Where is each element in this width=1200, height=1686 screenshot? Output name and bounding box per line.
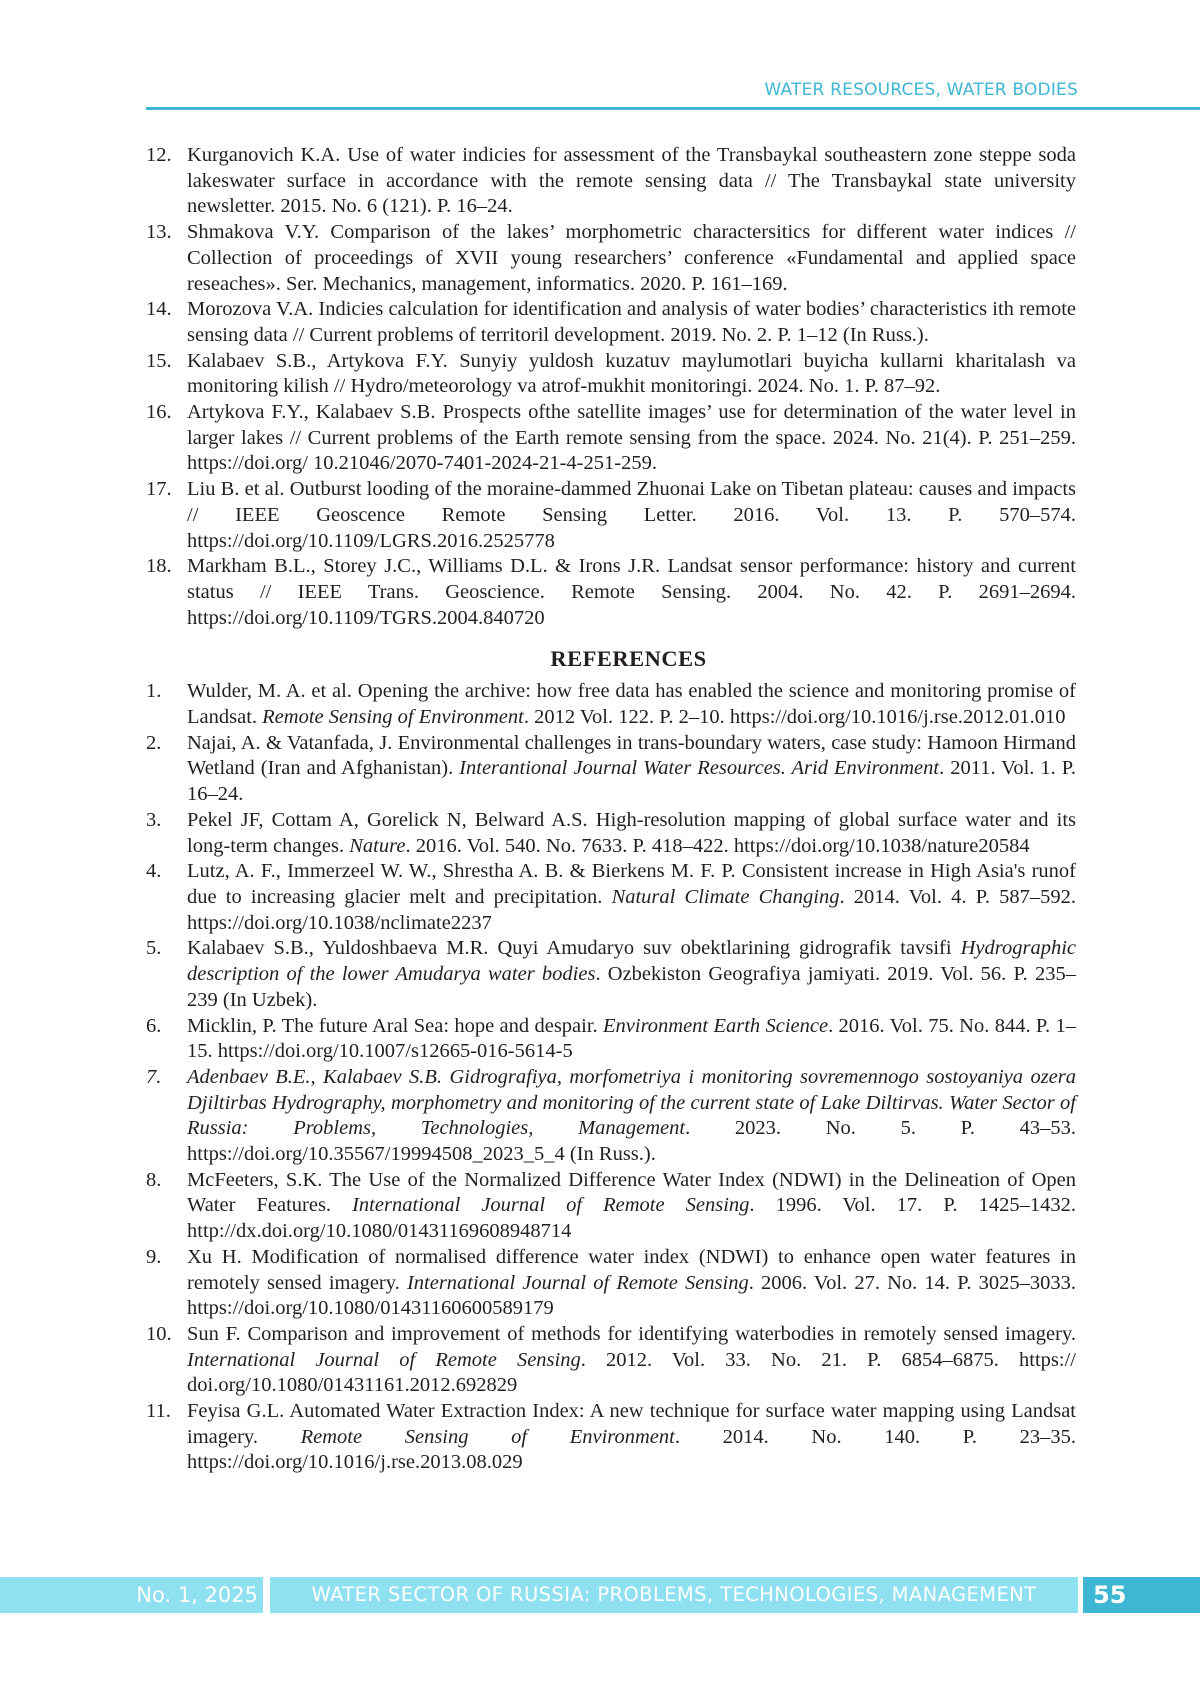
reference-authors-title: Pekel JF, Cottam A, Gorelick N, Belward A.S. High-resolution mapping of global surface water and its long-term changes. — [187, 808, 1076, 857]
reference-journal: Remote Sensing of Environment — [262, 706, 524, 729]
reference-text — [187, 731, 1076, 808]
header-rule — [146, 107, 1200, 110]
reference-number: 9. — [146, 1245, 162, 1268]
reference-text — [187, 1245, 1076, 1322]
reference-text — [187, 1014, 1076, 1065]
reference-details: . 2014. Vol. 4. P. 587–592. https://doi.org/10.1038/nclimate2237 — [187, 885, 1077, 934]
reference-details: . 2012 Vol. 122. P. 2–10. https://doi.org/10.1016/j.rse.2012.01.010 — [523, 706, 1066, 729]
reference-journal: Nature — [349, 834, 406, 857]
reference-authors-title: Xu H. Modification of normalised difference water index (NDWI) to enhance open water features in remotely sensed imagery. — [187, 1245, 1076, 1294]
reference-content — [146, 143, 1076, 1476]
reference-item — [146, 859, 1076, 936]
reference-details: . 2012. Vol. 33. No. 21. P. 6854–6875. https:// doi.org/10.1080/01431161.2012.692829 — [187, 1348, 1076, 1397]
reference-number: 10. — [146, 1322, 172, 1345]
reference-text — [187, 1399, 1076, 1476]
reference-details: . Ozbekiston Geografiya jamiyati. 2019. Vol. 56. P. 235–239 (In Uzbek). — [187, 963, 1076, 1011]
reference-details: . 2006. Vol. 27. No. 14. P. 3025–3033. https://doi.org/10.1080/01431160600589179 — [187, 1271, 1076, 1320]
reference-text — [187, 1065, 1076, 1168]
reference-text — [187, 808, 1076, 859]
footer-bar — [0, 1577, 1200, 1613]
reference-item — [146, 477, 1076, 554]
reference-authors-title: Wulder, M. A. et al. Opening the archive: how free data has enabled the science and monitoring promise of Landsat. — [187, 680, 1076, 729]
reference-number: 11. — [146, 1400, 171, 1423]
reference-authors-title: Sun F. Comparison and improvement of methods for identifying waterbodies in remotely sensed imagery. — [187, 1322, 1076, 1345]
reference-text: Morozova V.A. Indicies calculation for identification and analysis of water bodies’ characteristics ith remote sensing data // Current problems of territoril development. 2019. No. 2. P. 1–12 (In Russ.). — [187, 298, 1076, 346]
reference-text — [187, 1168, 1076, 1245]
reference-journal: Remote Sensing of Environment — [300, 1425, 675, 1448]
reference-item — [146, 1322, 1076, 1399]
reference-authors-title: McFeeters, S.K. The Use of the Normalized Difference Water Index (NDWI) in the Delineation of Open Water Features. — [187, 1168, 1076, 1217]
reference-number: 6. — [146, 1014, 162, 1037]
reference-details: . 2016. Vol. 75. No. 844. P. 1–15. https://doi.org/10.1007/s12665-016-5614-5 — [187, 1014, 1076, 1063]
reference-journal: Water Sector of Russia: Problems, Technologies, Management — [187, 1091, 1076, 1140]
reference-details: . 2011. Vol. 1. P. 16–24. — [187, 757, 1077, 806]
reference-text: Liu B. et al. Outburst looding of the moraine-dammed Zhuonai Lake on Tibetan plateau: causes and impacts // IEEE Geoscence Remote Sensing Letter. 2016. Vol. 13. P. 570–574. https://doi.org/10.1109/LGRS.2016.2525778 — [187, 478, 1076, 552]
reference-item — [146, 1245, 1076, 1322]
reference-item — [146, 731, 1076, 808]
reference-journal: International Journal of Remote Sensing — [187, 1348, 581, 1371]
reference-journal: Interantional Journal Water Resources. Arid Environment — [459, 757, 940, 780]
reference-item — [146, 349, 1076, 400]
reference-number: 1. — [146, 680, 162, 703]
reference-number: 8. — [146, 1168, 162, 1191]
reference-item — [146, 554, 1076, 631]
reference-journal: Hydrographic description of the lower Amudarya water bodies — [187, 937, 1076, 986]
reference-journal: Environment Earth Science — [603, 1014, 829, 1037]
reference-details: . 2023. No. 5. P. 43–53. https://doi.org/10.35567/19994508_2023_5_4 (In Russ.). — [187, 1117, 1076, 1166]
reference-item — [146, 679, 1076, 730]
reference-details: . 2016. Vol. 540. No. 7633. P. 418–422. https://doi.org/10.1038/nature20584 — [405, 834, 1030, 857]
reference-number: 14. — [146, 298, 172, 321]
continued-reference-list — [146, 143, 1076, 631]
reference-number: 17. — [146, 478, 172, 501]
reference-item — [146, 1014, 1076, 1065]
reference-number: 5. — [146, 937, 162, 960]
reference-text: Kalabaev S.B., Artykova F.Y. Sunyiy yuldosh kuzatuv maylumotlari buyicha kullarni kharitalash va monitoring kilish // Hydro/meteorology va atrof-mukhit monitoringi. 2024. No. 1. P. 87–92. — [187, 349, 1076, 398]
footer-journal-title: WATER SECTOR OF RUSSIA: PROBLEMS, TECHNOLOGIES, MANAGEMENT — [270, 1577, 1078, 1613]
reference-journal: International Journal of Remote Sensing — [352, 1194, 750, 1217]
reference-number: 7. — [146, 1065, 162, 1088]
reference-item — [146, 1168, 1076, 1245]
reference-item — [146, 220, 1076, 297]
reference-details: . 2014. No. 140. P. 23–35. https://doi.org/10.1016/j.rse.2013.08.029 — [187, 1425, 1076, 1474]
reference-text — [187, 859, 1076, 936]
page-number: 55 — [1083, 1577, 1200, 1613]
reference-details: . 1996. Vol. 17. P. 1425–1432. http://dx.doi.org/10.1080/01431169608948714 — [187, 1194, 1077, 1243]
reference-item — [146, 143, 1076, 220]
reference-item — [146, 1065, 1076, 1168]
reference-authors-title: Najai, A. & Vatanfada, J. Environmental challenges in trans-boundary waters, case study: Hamoon Hirmand Wetland (Iran and Afghanistan). — [187, 731, 1076, 780]
reference-authors-title: Kalabaev S.B., Yuldoshbaeva M.R. Quyi Amudaryo suv obektlarining gidrografik tavsifi — [187, 937, 961, 960]
reference-journal: International Journal of Remote Sensing — [406, 1271, 749, 1294]
reference-authors-title: Feyisa G.L. Automated Water Extraction Index: A new technique for surface water mapping using Landsat imagery. — [187, 1400, 1076, 1448]
reference-number: 16. — [146, 401, 172, 424]
reference-text — [187, 679, 1076, 730]
reference-number: 4. — [146, 860, 162, 883]
reference-text — [187, 936, 1076, 1013]
reference-number: 12. — [146, 144, 172, 166]
reference-item — [146, 400, 1076, 477]
reference-authors-title: Micklin, P. The future Aral Sea: hope and despair. — [187, 1014, 603, 1037]
reference-number: 13. — [146, 221, 172, 244]
reference-number: 3. — [146, 808, 162, 831]
reference-journal: Natural Climate Changing — [611, 885, 840, 908]
reference-text — [187, 1322, 1076, 1399]
footer-issue: No. 1, 2025 — [0, 1577, 263, 1613]
reference-authors-title: Lutz, A. F., Immerzeel W. W., Shrestha A. B. & Bierkens M. F. P. Consistent increase in High Asia's runof due to increasing glacier melt and precipitation. — [187, 860, 1076, 908]
reference-item — [146, 1399, 1076, 1476]
references-list — [146, 679, 1076, 1476]
reference-number: 18. — [146, 555, 172, 578]
reference-item — [146, 297, 1076, 348]
reference-text: Markham B.L., Storey J.C., Williams D.L. & Irons J.R. Landsat sensor performance: history and current status // IEEE Trans. Geoscience. Remote Sensing. 2004. No. 42. P. 2691–2694. https://doi.org/10.1109/TGRS.2004.840720 — [187, 555, 1076, 629]
section-label: WATER RESOURCES, WATER BODIES — [764, 80, 1078, 100]
reference-authors-title: Adenbaev B.E., Kalabaev S.B. Gidrografiya, morfometriya i monitoring sovremennogo sostoyaniya ozera Djiltirbas Hydrography, morphometry and monitoring of the current state of Lake Diltirvas. — [187, 1065, 1076, 1114]
reference-item — [146, 936, 1076, 1013]
reference-number: 2. — [146, 731, 162, 754]
reference-text: Artykova F.Y., Kalabaev S.B. Prospects ofthe satellite images’ use for determination of the water level in larger lakes // Current problems of the Earth remote sensing from the space. 2024. No. 21(4). P. 251–259. https://doi.org/ 10.21046/2070-7401-2024-21-4-251-259. — [187, 401, 1076, 475]
reference-number: 15. — [146, 349, 172, 372]
references-heading: REFERENCES — [550, 646, 707, 672]
reference-text: Shmakova V.Y. Comparison of the lakes’ morphometric charactersitics for different water indices // Collection of proceedings of XVII young researchers’ conference «Fundamental and applied space reseaches». Ser. Mechanics, management, informatics. 2020. P. 161–169. — [187, 221, 1076, 295]
reference-text: Kurganovich K.A. Use of water indicies for assessment of the Transbaykal southeastern zone steppe soda lakeswater surface in accordance with the remote sensing data // The Transbaykal state university newsletter. 2015. No. 6 (121). P. 16–24. — [187, 144, 1076, 218]
reference-item — [146, 808, 1076, 859]
